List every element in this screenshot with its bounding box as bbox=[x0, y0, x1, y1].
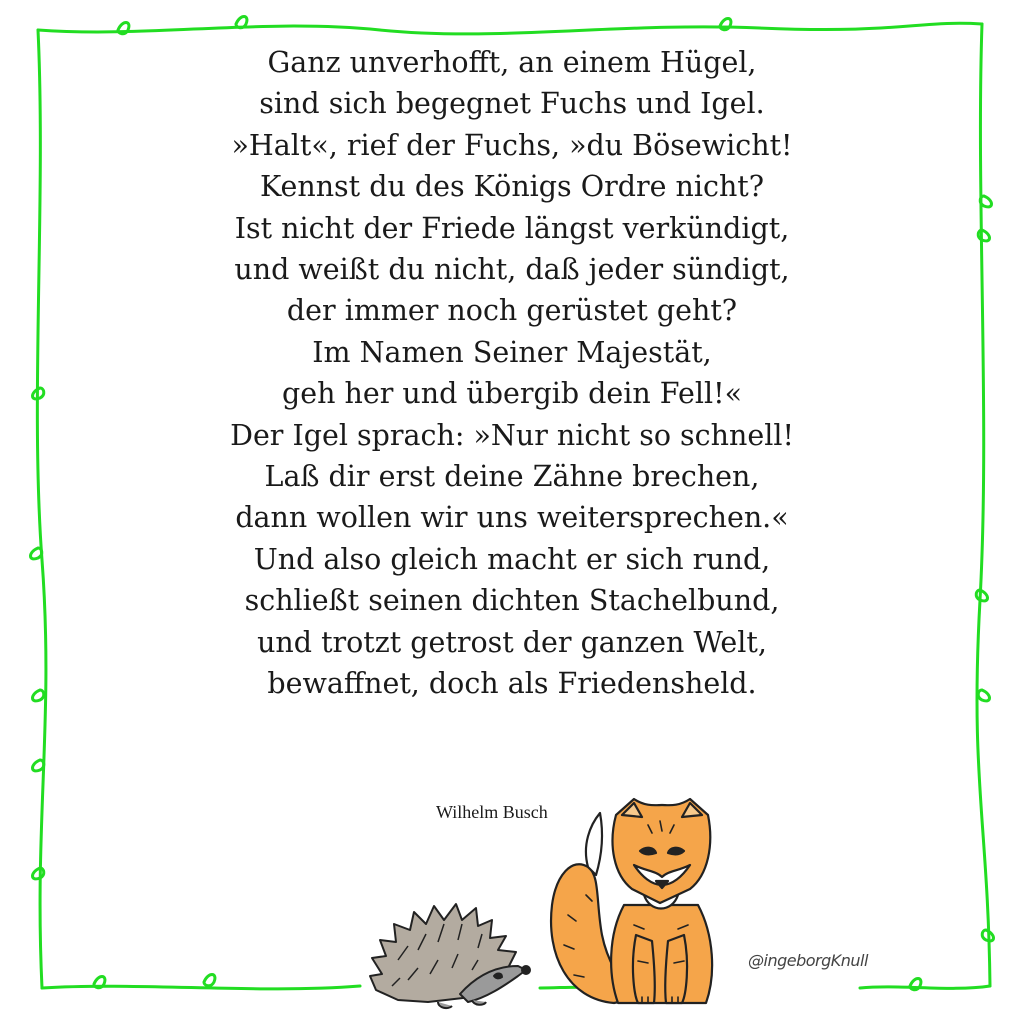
author-name: Wilhelm Busch bbox=[436, 802, 548, 822]
poem-line: Ist nicht der Friede längst verkündigt, bbox=[234, 211, 790, 245]
poem-line: und weißt du nicht, daß jeder sündigt, bbox=[234, 253, 790, 287]
poem-line: Im Namen Seiner Majestät, bbox=[312, 335, 712, 369]
poem-line: »Halt«, rief der Fuchs, »du Bösewicht! bbox=[231, 128, 793, 162]
poem-line: der immer noch gerüstet geht? bbox=[286, 294, 738, 328]
poem-line: Und also gleich macht er sich rund, bbox=[253, 542, 771, 576]
poem-line: Der Igel sprach: »Nur nicht so schnell! bbox=[230, 418, 794, 452]
poem-text bbox=[90, 42, 934, 705]
hedgehog-icon bbox=[368, 890, 533, 1015]
poem-line: bewaffnet, doch als Friedensheld. bbox=[267, 667, 757, 701]
poem-line: dann wollen wir uns weitersprechen.« bbox=[235, 501, 789, 535]
poem-line: Kennst du des Königs Ordre nicht? bbox=[259, 170, 765, 204]
poem-line: Ganz unverhofft, an einem Hügel, bbox=[267, 46, 757, 79]
poem-line: geh her und übergib dein Fell!« bbox=[281, 377, 743, 411]
artist-signature: @ingeborgKnull bbox=[748, 951, 868, 970]
poem-line: und trotzt getrost der ganzen Welt, bbox=[257, 625, 767, 659]
poem-line: Laß dir erst deine Zähne brechen, bbox=[264, 460, 760, 494]
fox-icon bbox=[538, 785, 748, 1010]
poem-line: sind sich begegnet Fuchs und Igel. bbox=[259, 87, 765, 121]
poem-line: schließt seinen dichten Stachelbund, bbox=[244, 584, 780, 618]
